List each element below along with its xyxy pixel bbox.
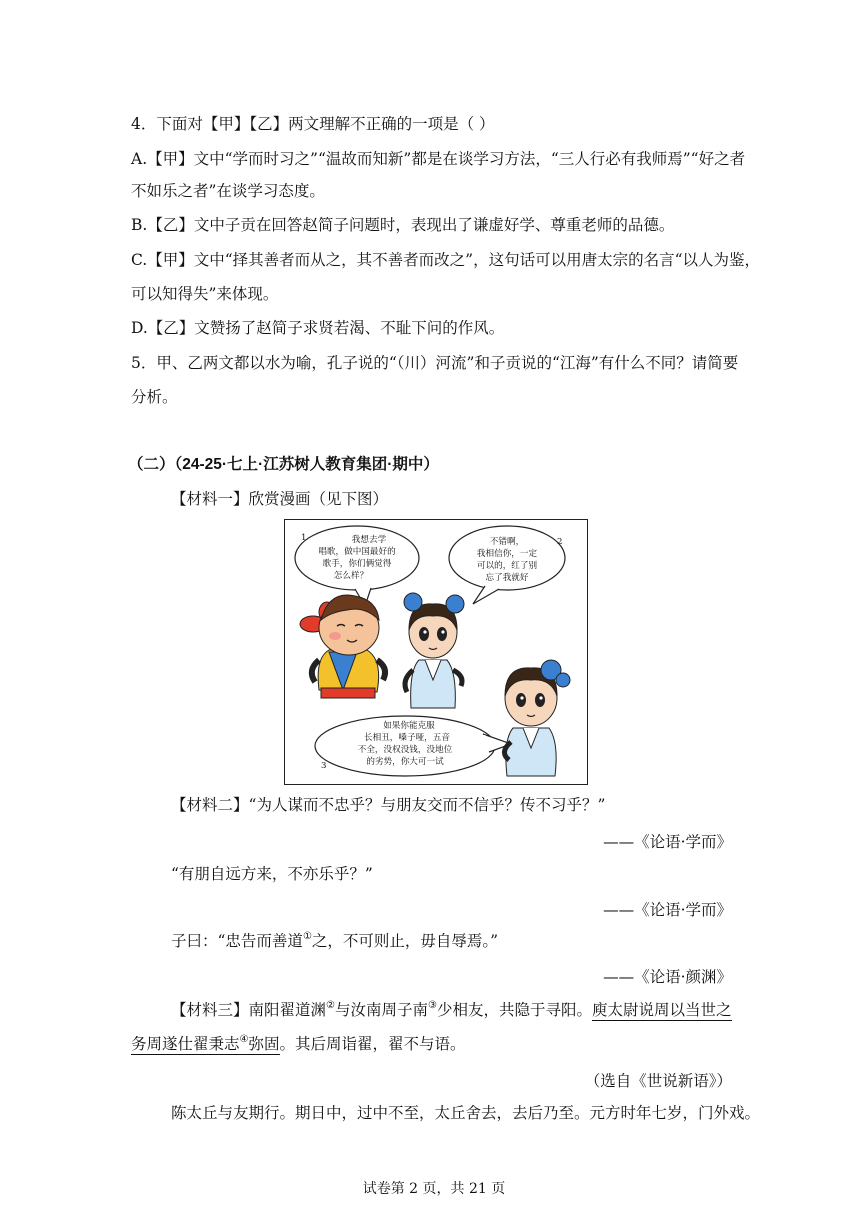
underlined-sentence-part1: 庾太尉说周以当世之 [592, 1001, 732, 1019]
bubble1-line4: 怎么样？ [333, 571, 369, 581]
bubble1-number: 1 [301, 533, 307, 543]
material3-source: （选自《世说新语》） [584, 1072, 732, 1090]
section-heading: （二）（24-25·七上·江苏树人教育集团·期中） [128, 456, 439, 473]
q4-stem: 4．下面对【甲】【乙】两文理解不正确的一项是（ ） [131, 115, 495, 133]
q4-option-c-line1: C.【甲】文中“择其善者而从之，其不善者而改之”，这句话可以用唐太宗的名言“以人为鉴， [131, 251, 761, 269]
footnote-mark-4: ④ [239, 1034, 249, 1045]
underlined-sentence-part2: 务周遂仕翟秉志④弥固 [131, 1034, 280, 1053]
bubble2-line3: 可以的，红了别 [476, 561, 538, 571]
q5-line1: 5．甲、乙两文都以水为喻，孔子说的“（川）河流”和子贡说的“江海”有什么不同？请简要 [131, 354, 739, 372]
footnote-mark-1: ① [302, 931, 312, 942]
material2-source3: ——《论语·颜渊》 [603, 968, 732, 986]
q5-line2: 分析。 [131, 388, 178, 406]
material3-label: 【材料三】 [171, 1001, 249, 1019]
next-paragraph: 陈太丘与友期行。期日中，过中不至，太丘舍去，去后乃至。元方时年七岁，门外戏。 [171, 1104, 761, 1122]
character-boy-yellow [300, 595, 385, 698]
q4-option-a-line1: A.【甲】文中“学而时习之”“温故而知新”都是在谈学习方法，“三人行必有我师焉”“好之者 [131, 150, 746, 168]
bubble3-line1: 如果你能克服 [383, 721, 435, 731]
q4-option-a-line2: 不如乐之者”在谈学习态度。 [131, 182, 325, 200]
bubble1-line2: 唱歌，做中国最好的 [318, 547, 396, 557]
bubble1-line3: 歌手，你们俩觉得 [322, 559, 392, 569]
material2-quote3: 子曰：“忠告而善道①之，不可则止，毋自辱焉。” [171, 931, 499, 950]
material2-quote1-row [171, 795, 605, 815]
bubble2-line2: 我相信你，一定 [476, 549, 538, 559]
bubble3-number: 3 [321, 761, 327, 771]
material2-source1: ——《论语·学而》 [603, 833, 732, 851]
footnote-mark-3: ③ [428, 1000, 437, 1011]
comic-illustration [284, 519, 588, 785]
bubble2-line4: 忘了我就好 [485, 573, 529, 583]
bubble3-line4: 的劣势，你大可一试 [366, 757, 444, 767]
q4-option-d: D.【乙】文赞扬了赵简子求贤若渴、不耻下问的作风。 [131, 319, 505, 337]
material2-quote1: “为人谋而不忠乎？与朋友交而不信乎？传不习乎？” [248, 796, 606, 814]
bubble3-line3: 不全，没权没钱，没地位 [357, 745, 453, 755]
material2-source2: ——《论语·学而》 [603, 901, 732, 919]
material3-line2: 务周遂仕翟秉志④弥固。其后周诣翟，翟不与语。 [131, 1034, 466, 1053]
material1-label: 【材料一】欣赏漫画（见下图） [171, 490, 389, 508]
q4-option-c-line2: 可以知得失”来体现。 [131, 285, 279, 303]
bubble2-line1: 不错啊， [489, 537, 525, 547]
material3-line1: 【材料三】南阳翟道渊②与汝南周子南③少相友，共隐于寻阳。庾太尉说周以当世之 [171, 1000, 732, 1019]
character-child-blue-center [404, 593, 464, 708]
material2-quote2: “有朋自远方来，不亦乐乎？” [171, 865, 373, 883]
material2-label: 【材料二】 [171, 796, 249, 814]
footnote-mark-2: ② [326, 1000, 335, 1011]
bubble1-line1: 我想去学 [351, 535, 387, 545]
q4-option-b: B.【乙】文中子贡在回答赵简子问题时，表现出了谦虚好学、尊重老师的品德。 [131, 216, 675, 234]
bubble2-number: 2 [557, 537, 563, 547]
character-child-blue-right [504, 660, 570, 776]
page-footer: 试卷第 2 页，共 21 页 [362, 1181, 506, 1197]
bubble3-line2: 长相丑，嗓子哑，五音 [364, 733, 450, 743]
